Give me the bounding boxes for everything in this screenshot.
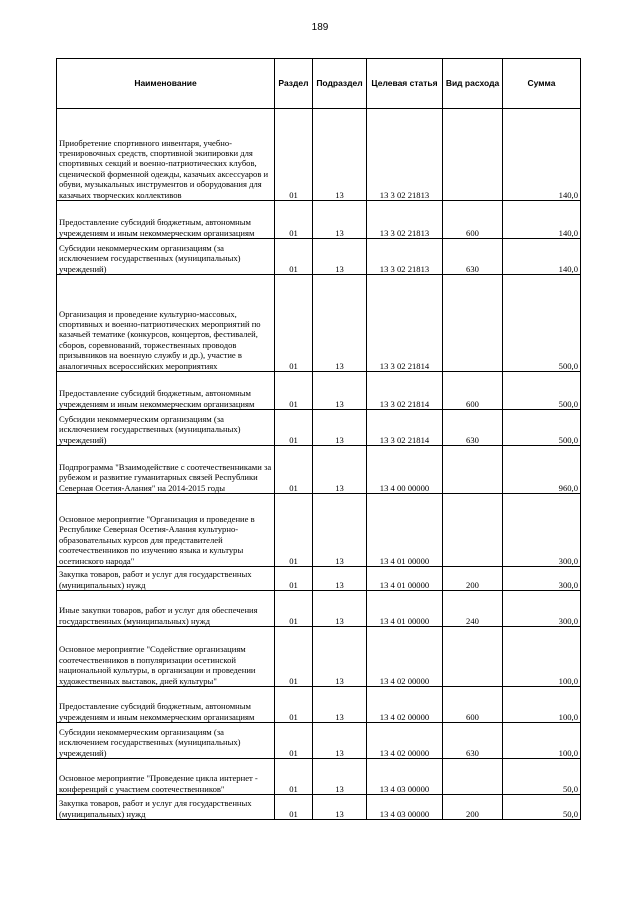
row-name: Субсидии некоммерческим организациям (за исключением государственных (муниципальных) учреждений) bbox=[57, 723, 275, 759]
row-expense-type: 630 bbox=[443, 239, 503, 275]
row-section: 01 bbox=[275, 275, 313, 372]
row-target-item: 13 4 01 00000 bbox=[367, 567, 443, 591]
row-amount: 960,0 bbox=[503, 446, 581, 494]
table-row bbox=[57, 410, 581, 446]
row-target-item: 13 4 00 00000 bbox=[367, 446, 443, 494]
table-header-row bbox=[57, 59, 581, 109]
table-row bbox=[57, 627, 581, 687]
row-name: Субсидии некоммерческим организациям (за исключением государственных (муниципальных) учреждений) bbox=[57, 239, 275, 275]
table-row bbox=[57, 567, 581, 591]
page-number: 189 bbox=[311, 22, 329, 33]
row-subsection: 13 bbox=[313, 494, 367, 567]
row-subsection: 13 bbox=[313, 410, 367, 446]
row-subsection: 13 bbox=[313, 627, 367, 687]
table-row bbox=[57, 591, 581, 627]
row-subsection: 13 bbox=[313, 591, 367, 627]
row-target-item: 13 4 02 00000 bbox=[367, 723, 443, 759]
row-name: Подпрограмма "Взаимодействие с соотечественниками за рубежом и развитие гуманитарных связей Республики Северная Осетия-Алания" на 2014-2015 годы bbox=[57, 446, 275, 494]
row-target-item: 13 3 02 21813 bbox=[367, 201, 443, 239]
table-row bbox=[57, 201, 581, 239]
row-name: Предоставление субсидий бюджетным, автономным учреждениям и иным некоммерческим организациям bbox=[57, 372, 275, 410]
row-section: 01 bbox=[275, 723, 313, 759]
row-amount: 50,0 bbox=[503, 759, 581, 795]
table-row bbox=[57, 275, 581, 372]
row-section: 01 bbox=[275, 372, 313, 410]
row-name: Иные закупки товаров, работ и услуг для обеспечения государственных (муниципальных) нужд bbox=[57, 591, 275, 627]
row-target-item: 13 4 02 00000 bbox=[367, 627, 443, 687]
row-expense-type bbox=[443, 446, 503, 494]
row-subsection: 13 bbox=[313, 567, 367, 591]
budget-table bbox=[56, 58, 581, 820]
row-subsection: 13 bbox=[313, 795, 367, 820]
row-target-item: 13 4 02 00000 bbox=[367, 687, 443, 723]
row-section: 01 bbox=[275, 201, 313, 239]
row-name: Закупка товаров, работ и услуг для государственных (муниципальных) нужд bbox=[57, 795, 275, 820]
row-expense-type: 600 bbox=[443, 201, 503, 239]
table-row bbox=[57, 109, 581, 201]
row-target-item: 13 4 03 00000 bbox=[367, 759, 443, 795]
row-target-item: 13 3 02 21814 bbox=[367, 275, 443, 372]
table-row bbox=[57, 795, 581, 820]
table-row bbox=[57, 239, 581, 275]
table-row bbox=[57, 494, 581, 567]
row-section: 01 bbox=[275, 567, 313, 591]
row-subsection: 13 bbox=[313, 759, 367, 795]
row-expense-type bbox=[443, 109, 503, 201]
row-expense-type bbox=[443, 627, 503, 687]
row-target-item: 13 3 02 21813 bbox=[367, 239, 443, 275]
table-row bbox=[57, 372, 581, 410]
row-amount: 50,0 bbox=[503, 795, 581, 820]
row-subsection: 13 bbox=[313, 201, 367, 239]
row-name: Предоставление субсидий бюджетным, автономным учреждениям и иным некоммерческим организациям bbox=[57, 201, 275, 239]
table-row bbox=[57, 759, 581, 795]
row-subsection: 13 bbox=[313, 446, 367, 494]
column-header-target-item: Целевая статья bbox=[367, 59, 443, 109]
row-subsection: 13 bbox=[313, 723, 367, 759]
row-expense-type bbox=[443, 759, 503, 795]
row-name: Приобретение спортивного инвентаря, учебно-тренировочных средств, спортивной экипировки для спортивных секций и военно-патриотических клубов, сценической форменной одежды, казачьих аксессуаров и обуви, музыкальных инструментов и оборудования для казачьих творческих коллективов bbox=[57, 109, 275, 201]
row-amount: 300,0 bbox=[503, 494, 581, 567]
row-section: 01 bbox=[275, 795, 313, 820]
row-amount: 500,0 bbox=[503, 372, 581, 410]
column-header-amount: Сумма bbox=[503, 59, 581, 109]
table-row bbox=[57, 687, 581, 723]
row-section: 01 bbox=[275, 494, 313, 567]
row-amount: 140,0 bbox=[503, 201, 581, 239]
row-name: Основное мероприятие "Содействие организациям соотечественников в популяризации осетинской национальной культуры, в организации и проведении художественных выставок, дней культуры" bbox=[57, 627, 275, 687]
row-amount: 500,0 bbox=[503, 410, 581, 446]
row-target-item: 13 3 02 21814 bbox=[367, 410, 443, 446]
row-expense-type: 630 bbox=[443, 410, 503, 446]
row-target-item: 13 3 02 21814 bbox=[367, 372, 443, 410]
row-expense-type: 200 bbox=[443, 795, 503, 820]
row-amount: 100,0 bbox=[503, 627, 581, 687]
row-section: 01 bbox=[275, 410, 313, 446]
row-target-item: 13 4 03 00000 bbox=[367, 795, 443, 820]
row-expense-type bbox=[443, 494, 503, 567]
column-header-section: Раздел bbox=[275, 59, 313, 109]
row-subsection: 13 bbox=[313, 239, 367, 275]
row-section: 01 bbox=[275, 109, 313, 201]
table-row bbox=[57, 723, 581, 759]
row-amount: 140,0 bbox=[503, 239, 581, 275]
row-amount: 500,0 bbox=[503, 275, 581, 372]
row-expense-type: 240 bbox=[443, 591, 503, 627]
row-section: 01 bbox=[275, 446, 313, 494]
row-expense-type: 600 bbox=[443, 687, 503, 723]
row-name: Предоставление субсидий бюджетным, автономным учреждениям и иным некоммерческим организациям bbox=[57, 687, 275, 723]
row-section: 01 bbox=[275, 591, 313, 627]
row-target-item: 13 4 01 00000 bbox=[367, 494, 443, 567]
row-subsection: 13 bbox=[313, 275, 367, 372]
row-name: Основное мероприятие "Организация и проведение в Республике Северная Осетия-Алания культурно-образовательных курсов для представителей соотечественников по изучению языка и культуры осетинского народа" bbox=[57, 494, 275, 567]
row-subsection: 13 bbox=[313, 687, 367, 723]
row-expense-type bbox=[443, 275, 503, 372]
column-header-name: Наименование bbox=[57, 59, 275, 109]
table-row bbox=[57, 446, 581, 494]
row-section: 01 bbox=[275, 687, 313, 723]
row-section: 01 bbox=[275, 627, 313, 687]
column-header-subsection: Подраздел bbox=[313, 59, 367, 109]
row-amount: 300,0 bbox=[503, 567, 581, 591]
row-section: 01 bbox=[275, 239, 313, 275]
row-subsection: 13 bbox=[313, 372, 367, 410]
row-expense-type: 600 bbox=[443, 372, 503, 410]
row-target-item: 13 3 02 21813 bbox=[367, 109, 443, 201]
row-amount: 140,0 bbox=[503, 109, 581, 201]
row-name: Субсидии некоммерческим организациям (за исключением государственных (муниципальных) учреждений) bbox=[57, 410, 275, 446]
row-amount: 300,0 bbox=[503, 591, 581, 627]
row-name: Основное мероприятие "Проведение цикла интернет - конференций с участием соотечественников" bbox=[57, 759, 275, 795]
row-target-item: 13 4 01 00000 bbox=[367, 591, 443, 627]
row-expense-type: 630 bbox=[443, 723, 503, 759]
row-name: Закупка товаров, работ и услуг для государственных (муниципальных) нужд bbox=[57, 567, 275, 591]
row-amount: 100,0 bbox=[503, 723, 581, 759]
column-header-expense-type: Вид расхода bbox=[443, 59, 503, 109]
row-expense-type: 200 bbox=[443, 567, 503, 591]
row-name: Организация и проведение культурно-массовых, спортивных и военно-патриотических мероприятий по казачьей тематике (конкурсов, концертов, фестивалей, сборов, соревнований, торжественных проводов призывников на военную службу и др.), участие в аналогичных всероссийских мероприятиях bbox=[57, 275, 275, 372]
row-amount: 100,0 bbox=[503, 687, 581, 723]
row-subsection: 13 bbox=[313, 109, 367, 201]
row-section: 01 bbox=[275, 759, 313, 795]
